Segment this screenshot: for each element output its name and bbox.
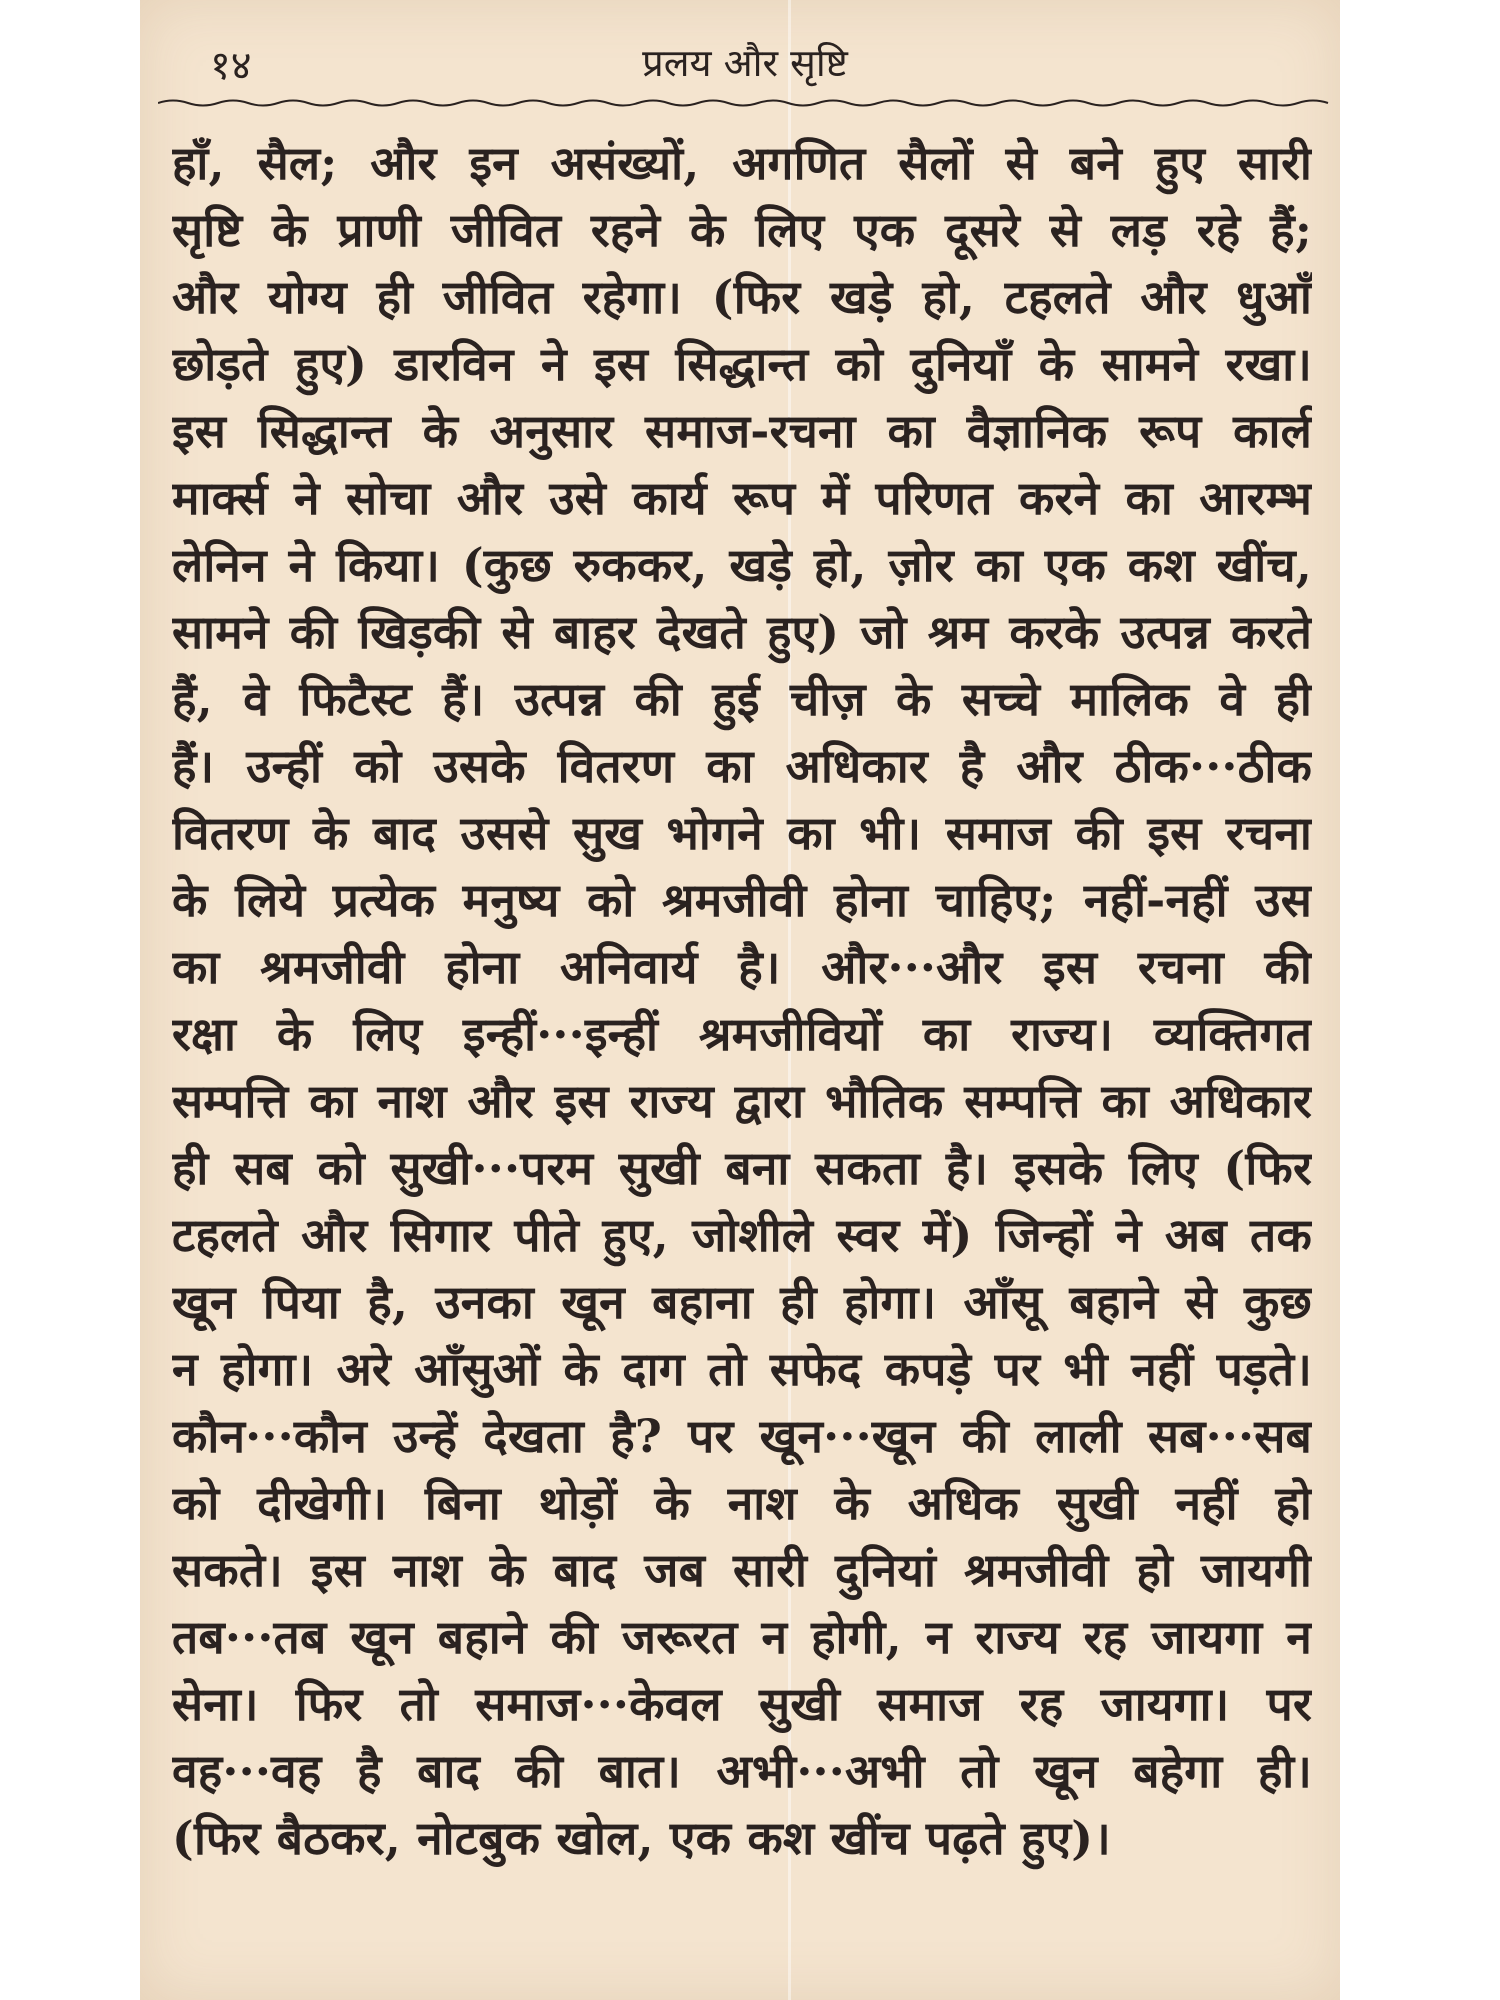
text-line: सेना। फिर तो समाज···केवल सुखी समाज रह जायगा। पर	[172, 1677, 1312, 1731]
running-title: प्रलय और सृष्टि	[642, 41, 848, 85]
book-page	[140, 0, 1340, 2000]
page-header	[180, 30, 1310, 90]
text-line: सम्पत्ति का नाश और इस राज्य द्वारा भौतिक सम्पत्ति का अधिकार	[172, 1074, 1312, 1128]
header-wavy-rule	[158, 98, 1338, 108]
text-line: मार्क्स ने सोचा और उसे कार्य रूप में परिणत करने का आरम्भ	[172, 471, 1312, 525]
text-line: और योग्य ही जीवित रहेगा। (फिर खड़े हो, टहलते और धुआँ	[172, 270, 1312, 324]
text-line: हैं। उन्हीं को उसके वितरण का अधिकार है और ठीक···ठीक	[172, 739, 1312, 793]
text-line: न होगा। अरे आँसुओं के दाग तो सफेद कपड़े पर भी नहीं पड़ते।	[172, 1342, 1312, 1396]
text-line: इस सिद्धान्त के अनुसार समाज-रचना का वैज्ञानिक रूप कार्ल	[172, 404, 1312, 458]
text-line: सृष्टि के प्राणी जीवित रहने के लिए एक दूसरे से लड़ रहे हैं;	[172, 203, 1312, 257]
text-line: रक्षा के लिए इन्हीं···इन्हीं श्रमजीवियों का राज्य। व्यक्तिगत	[172, 1007, 1312, 1061]
page-number: १४	[210, 43, 252, 89]
text-line: वह···वह है बाद की बात। अभी···अभी तो खून बहेगा ही।	[172, 1744, 1312, 1798]
text-line: सकते। इस नाश के बाद जब सारी दुनियां श्रमजीवी हो जायगी	[172, 1543, 1312, 1597]
text-line: ही सब को सुखी···परम सुखी बना सकता है। इसके लिए (फिर	[172, 1141, 1312, 1195]
text-line: छोड़ते हुए) डारविन ने इस सिद्धान्त को दुनियाँ के सामने रखा।	[172, 337, 1312, 391]
text-line: टहलते और सिगार पीते हुए, जोशीले स्वर में) जिन्हों ने अब तक	[172, 1208, 1312, 1262]
page-body-text	[172, 130, 1312, 1872]
text-line: कौन···कौन उन्हें देखता है? पर खून···खून की लाली सब···सब	[172, 1409, 1312, 1463]
text-line: लेनिन ने किया। (कुछ रुककर, खड़े हो, ज़ोर का एक कश खींच,	[172, 538, 1312, 592]
text-line: के लिये प्रत्येक मनुष्य को श्रमजीवी होना चाहिए; नहीं-नहीं उस	[172, 873, 1312, 927]
text-line: हैं, वे फिटैस्ट हैं। उत्पन्न की हुई चीज़ के सच्चे मालिक वे ही	[172, 672, 1312, 726]
text-line: वितरण के बाद उससे सुख भोगने का भी। समाज की इस रचना	[172, 806, 1312, 860]
text-line: को दीखेगी। बिना थोड़ों के नाश के अधिक सुखी नहीं हो	[172, 1476, 1312, 1530]
text-line: सामने की खिड़की से बाहर देखते हुए) जो श्रम करके उत्पन्न करते	[172, 605, 1312, 659]
text-line: तब···तब खून बहाने की जरूरत न होगी, न राज्य रह जायगा न	[172, 1610, 1312, 1664]
text-line: हाँ, सैल; और इन असंख्यों, अगणित सैलों से बने हुए सारी	[172, 136, 1312, 190]
text-line: खून पिया है, उनका खून बहाना ही होगा। आँसू बहाने से कुछ	[172, 1275, 1312, 1329]
text-line: का श्रमजीवी होना अनिवार्य है। और···और इस रचना की	[172, 940, 1312, 994]
text-line: (फिर बैठकर, नोटबुक खोल, एक कश खींच पढ़ते हुए)।	[172, 1811, 1111, 1865]
